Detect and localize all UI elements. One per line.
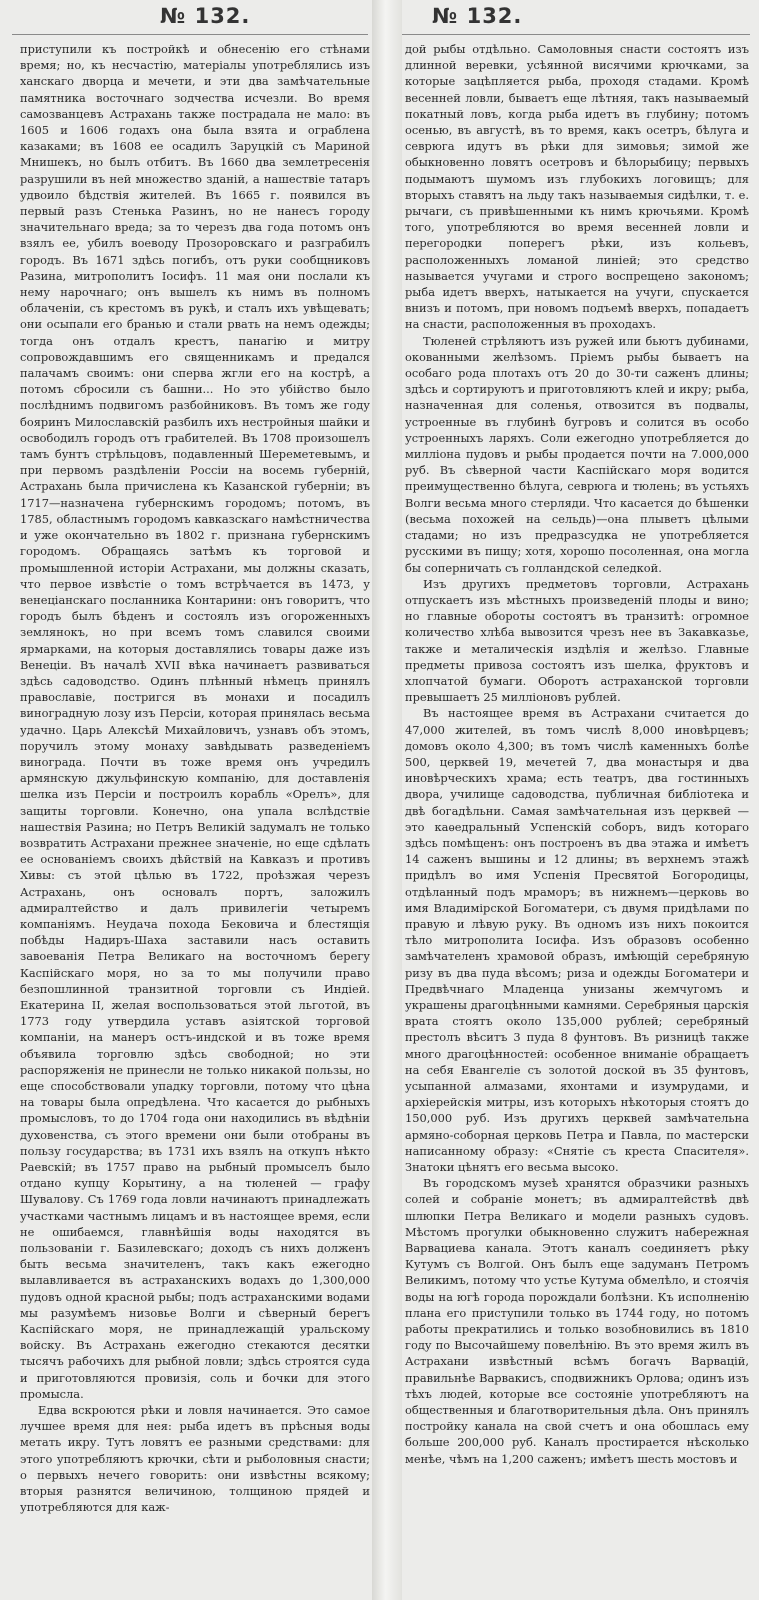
- left-paragraph-1: приступили къ постройкѣ и обнесенію его стѣнами время; но, къ несчастію, матеріалы употреблялись изъ ханскаго дворца и мечети, и эти два замѣчательные памятника восточнаго зодчества исчезли. Во время самозванцевъ Астрахань также пострадала не мало: въ 1605 и 1606 годахъ она была взята и ограблена казаками; въ 1608 ее осадилъ Заруцкій съ Мариной Мнишекъ, но былъ отбитъ. Въ 1660 два землетресенія разрушили въ ней множество зданій, а нашествіе татаръ удвоило бѣдствія жителей. Въ 1665 г. появился въ первый разъ Стенька Разинъ, но не нанесъ городу значительнаго вреда; за то черезъ два года потомъ онъ взялъ ее, убилъ воеводу Прозоровскаго и разграбилъ городъ. Въ 1671 здѣсь погибъ, отъ руки сообщниковъ Разина, митрополитъ Іосифъ. 11 мая они послали къ нему нарочнаго; онъ вышелъ къ нимъ въ полномъ облаченіи, съ крестомъ въ рукѣ, и сталъ ихъ увѣщевать; они осыпали его бранью и стали рвать на немъ одежды; тогда онъ отдалъ крестъ, панагію и митру сопровождавшимъ его священникамъ и предался палачамъ своимъ: они сперва жгли его на кострѣ, а потомъ сбросили съ башни... Но это убійство было послѣднимъ подвигомъ разбойниковъ. Въ томъ же году бояринъ Милославскій разбилъ ихъ нестройныя шайки и освободилъ городъ отъ грабителей. Въ 1708 произошелъ тамъ бунтъ стрѣльцовъ, подавленный Шереметевымъ, и при первомъ раздѣленіи Россіи на восемь губерній, Астрахань была причислена къ Казанской губерніи; въ 1717—назначена губернскимъ городомъ; потомъ, въ 1785, областнымъ городомъ кавказскаго намѣстничества и уже окончательно въ 1802 г. признана губернскимъ городомъ. Обращаясь затѣмъ къ торговой и промышленной исторіи Астрахани, мы должны сказать, что первое извѣстіе о томъ встрѣчается въ 1473, у венеціанскаго посланника Контарини: онъ говоритъ, что городъ былъ бѣденъ и состоялъ изъ огороженныхъ землянокъ, но при всемъ томъ славился своими ярмарками, на которыя доставлялись товары даже изъ Венеціи. Въ началѣ XVII вѣка начинаетъ развиваться здѣсь садоводство. Одинъ плѣнный нѣмецъ принялъ православіе, постригся въ монахи и посадилъ виноградную лозу изъ Персіи, которая принялась весьма удачно. Царь Алексѣй Михайловичъ, узнавъ объ этомъ, поручилъ этому монаху завѣдывать разведеніемъ винограда. Почти въ тоже время онъ учредилъ армянскую джульфинскую компанію, для доставленія шелка изъ Персіи и построилъ корабль «Орелъ», для защиты торговли. Конечно, она упала вслѣдствіе нашествія Разина; но Петръ Великій задумалъ не только возвратить Астрахани прежнее значеніе, но еще сдѣлать ее основаніемъ своихъ дѣйствій на Кавказъ и противъ Хивы: съ этой цѣлью въ 1722, проѣзжая черезъ Астрахань, онъ основалъ портъ, заложилъ адмиралтейство и далъ привилегіи четыремъ компаніямъ. Неудача похода Бековича и блестящія побѣды Надиръ-Шаха заставили насъ оставить завоеванія Петра Великаго на восточномъ берегу Каспійскаго моря, но за то мы получили право безпошлинной транзитной торговли съ Индіей. Екатерина II, желая воспользоваться этой льготой, въ 1773 году утвердила уставъ азіятской торговой компаніи, на манеръ остъ-индской и въ тоже время объявила торговлю здѣсь свободной; но эти распоряженія не принесли не только никакой пользы, но еще способствовали упадку торговли, потому что цѣна на товары была опредѣлена. Что касается до рыбныхъ промысловъ, то до 1704 года они находились въ вѣдѣніи духовенства, съ этого времени они были отобраны въ пользу государства; въ 1731 ихъ взялъ на откупъ нѣкто Раевскій; въ 1757 право на рыбный промыселъ было отдано купцу Корытину, а на тюленей — графу Шувалову. Съ 1769 года ловли начинаютъ принадлежать участками частнымъ лицамъ и въ настоящее время, если не ошибаемся, главнѣйшія воды находятся въ пользованіи г. Базилевскаго; доходъ съ нихъ долженъ быть весьма значителенъ, такъ какъ ежегодно вылавливается въ астраханскихъ водахъ до 1,300,000 пудовъ одной красной рыбы; подъ астраханскими водами мы разумѣемъ низовье Волги и сѣверный берегъ Каспійскаго моря, не принадлежащій уральскому войску. Въ Астрахань ежегодно стекаются десятки тысячъ рабочихъ для рыбной ловли; здѣсь строятся суда и приготовляются провизія, соль и бочки для этого промысла.: [20, 42, 370, 1401]
- right-column: [405, 41, 749, 1597]
- left-column: [20, 41, 370, 1597]
- right-paragraph-1: дой рыбы отдѣльно. Самоловныя снасти состоятъ изъ длинной веревки, усѣянной висячими крючками, за которые зацѣпляется рыба, проходя стадами. Кромѣ весенней ловли, бываетъ еще лѣтняя, такъ называемый покатный ловъ, когда рыба идетъ въ глубину; потомъ осенью, въ августѣ, въ то время, какъ осетръ, бѣлуга и севрюга идутъ въ рѣки для зимовья; зимой же обыкновенно ловятъ осетровъ и бѣлорыбицу; первыхъ подымаютъ шумомъ изъ глубокихъ логовищъ; для вторыхъ ставятъ на льду такъ называемыя сидѣлки, т. е. рычаги, съ привѣшенными къ нимъ крючьями. Кромѣ того, употребляются во время весенней ловли и перегородки поперегъ рѣки, изъ кольевъ, расположенныхъ ломаной линіей; это средство называется учугами и строго воспрещено закономъ; рыба идетъ вверхъ, натыкается на учуги, спускается внизъ и потомъ, при новомъ подъемѣ вверхъ, попадаетъ на снасти, расположенныя въ проходахъ.: [405, 42, 749, 332]
- right-paragraph-2: Тюленей стрѣляютъ изъ ружей или бьютъ дубинами, окованными желѣзомъ. Пріемъ рыбы бываетъ на особаго рода плотахъ отъ 20 до 30-ти саженъ длины; здѣсь и сортируютъ и приготовляютъ клей и икру; рыба, назначенная для соленья, отвозится въ подвалы, устроенные въ глубинѣ бугровъ и солится въ особо устроенныхъ ларяхъ. Соли ежегодно употребляется до милліона пудовъ и рыбы продается почти на 7.000,000 руб. Въ сѣверной части Каспійскаго моря водится преимущественно бѣлуга, севрюга и тюлень; въ устьяхъ Волги весьма много стерляди. Что касается до бѣшенки (весьма похожей на сельдь)—она плыветъ цѣлыми стадами; но изъ предразсудка не употребляется русскими въ пищу; хотя, хорошо посоленная, она могла бы соперничать съ голландской селедкой.: [405, 333, 749, 575]
- right-paragraph-5: Въ городскомъ музеѣ хранятся образчики разныхъ солей и собраніе монетъ; въ адмиралтействѣ двѣ шлюпки Петра Великаго и модели разныхъ судовъ. Мѣстомъ прогулки обыкновенно служитъ набережная Варвациева канала. Этотъ каналъ соединяетъ рѣку Кутумъ съ Волгой. Онъ былъ еще задуманъ Петромъ Великимъ, потому что устье Кутума обмелѣло, и стоячія воды на югѣ города порождали болѣзни. Къ исполненію плана его приступили только въ 1744 году, но потомъ работы прекратились и только возобновились въ 1810 году по Высочайшему повелѣнію. Въ это время жилъ въ Астрахани извѣстный всѣмъ богачъ Варвацій, правильнѣе Варвакисъ, сподвижникъ Орлова; одинъ изъ тѣхъ людей, которые все состояніе употребляютъ на общественныя и благотворительныя дѣла. Онъ принялъ постройку канала на свой счетъ и она обошлась ему больше 200,000 руб. Каналъ простирается нѣсколько менѣе, чѣмъ на 1,200 саженъ; имѣетъ шесть мостовъ и: [405, 1176, 749, 1466]
- left-paragraph-2: Едва вскроются рѣки и ловля начинается. Это самое лучшее время для нея: рыба идетъ въ прѣсныя воды метать икру. Тутъ ловятъ ее разными средствами: для этого употребляютъ крючки, сѣти и рыболовныя снасти; о первыхъ нечего говорить: они извѣстны всякому; вторыя разнятся величиною, толщиною прядей и употребляются для каж-: [20, 1403, 370, 1515]
- right-paragraph-3: Изъ другихъ предметовъ торговли, Астрахань отпускаетъ изъ мѣстныхъ произведеній плоды и вино; но главные обороты состоятъ въ транзитѣ: огромное количество хлѣба вывозится чрезъ нее въ Закавказье, также и металическія издѣлія и желѣзо. Главные предметы привоза состоятъ изъ шелка, фруктовъ и хлопчатой бумаги. Оборотъ астраханской торговли превышаетъ 25 милліоновъ рублей.: [405, 576, 749, 705]
- header-rule-right: [402, 34, 750, 35]
- page-number-left: № 132.: [160, 4, 251, 28]
- page-number-right: № 132.: [432, 4, 523, 28]
- header-rule-left: [12, 34, 368, 35]
- right-paragraph-4: Въ настоящее время въ Астрахани считается до 47,000 жителей, въ томъ числѣ 8,000 иновѣрцевъ; домовъ около 4,300; въ томъ числѣ каменныхъ болѣе 500, церквей 19, мечетей 7, два монастыря и два иновѣрческихъ храма; есть театръ, два гостинныхъ двора, училище садоводства, публичная библіотека и двѣ богадѣльни. Самая замѣчательная изъ церквей — это каѳедральный Успенскій соборъ, видъ котораго здѣсь помѣщенъ: онъ построенъ въ два этажа и имѣетъ 14 саженъ вышины и 12 длины; въ верхнемъ этажѣ придѣлъ во имя Успенія Пресвятой Богородицы, отдѣланный подъ мраморъ; въ нижнемъ—церковь во имя Владимірской Богоматери, съ двумя придѣлами по правую и лѣвую руку. Въ одномъ изъ нихъ покоится тѣло митрополита Іосифа. Изъ образовъ особенно замѣчателенъ храмовой образъ, имѣющій серебряную ризу въ два пуда вѣсомъ; риза и одежды Богоматери и Предвѣчнаго Младенца унизаны жемчугомъ и украшены драгоцѣнными камнями. Серебряныя царскія врата стоятъ около 135,000 рублей; серебряный престолъ вѣситъ 3 пуда 8 фунтовъ. Въ ризницѣ также много драгоцѣнностей: особенное вниманіе обращаетъ на себя Евангеліе съ золотой доской въ 35 фунтовъ, усыпанной алмазами, яхонтами и изумрудами, и архіерейскія митры, изъ которыхъ нѣкоторыя стоятъ до 150,000 руб. Изъ другихъ церквей замѣчательна армяно-соборная церковь Петра и Павла, по мастерски написанному образу: «Снятіе съ креста Спасителя». Знатоки цѣнятъ его весьма высоко.: [405, 706, 749, 1175]
- page-gutter: [372, 0, 402, 1600]
